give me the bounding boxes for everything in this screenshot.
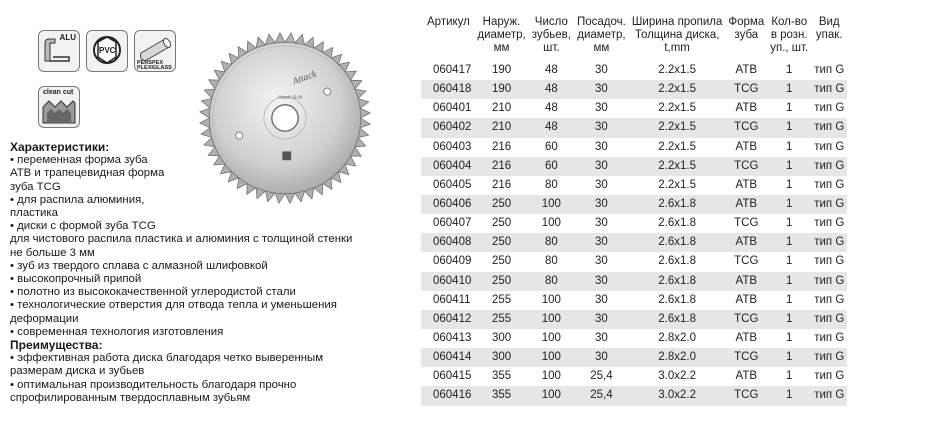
col-bore-diameter-cell: 30 — [574, 310, 629, 329]
col-pack-type-cell: тип G — [811, 118, 847, 137]
col-bore-diameter-cell: 30 — [595, 293, 608, 306]
col-pack-type-cell: тип G — [811, 157, 847, 176]
col-pack-type-cell: тип G — [814, 217, 845, 230]
col-kerf-width-cell: 2.2x1.5 — [658, 178, 696, 191]
col-outer-diameter-cell: 255 — [491, 293, 512, 306]
col-article-cell: 060411 — [433, 293, 471, 306]
header-line: t,mm — [664, 42, 690, 54]
characteristic-item-cont: зуба TCG — [10, 180, 61, 193]
col-outer-diameter-cell: 210 — [474, 118, 528, 137]
col-article-cell: 060401 — [433, 102, 472, 115]
col-tooth-form-cell: TCG — [725, 386, 767, 405]
col-outer-diameter-cell: 250 — [491, 255, 512, 268]
header-line: Вид — [818, 16, 840, 28]
col-retail-qty-cell: 1 — [767, 310, 811, 329]
col-teeth-count-cell: 80 — [544, 178, 558, 191]
col-teeth-count-cell: 48 — [529, 118, 574, 137]
col-tooth-form-header — [725, 16, 767, 61]
col-article-cell: 060414 — [421, 348, 474, 367]
col-tooth-form-cell: ATB — [735, 102, 758, 115]
col-pack-type-cell: тип G — [814, 140, 845, 153]
header-line: Толщина диска, — [634, 29, 720, 41]
blade-brand-text: Attack — [291, 68, 319, 88]
col-kerf-width-cell: 2.6x1.8 — [658, 293, 696, 306]
col-retail-qty-cell: 1 — [767, 118, 811, 137]
col-outer-diameter-cell: 250 — [474, 233, 528, 252]
header-line: Число — [534, 16, 568, 28]
col-outer-diameter-cell: 210 — [491, 102, 512, 115]
advantage-item-cont: размерам диска и зубьев — [10, 365, 145, 378]
col-kerf-width-cell: 2.6x1.8 — [629, 195, 726, 214]
header-line: зуба — [734, 29, 759, 41]
col-retail-qty-cell: 1 — [767, 348, 811, 367]
col-retail-qty-cell: 1 — [786, 293, 793, 306]
header-line: упак. — [815, 29, 843, 41]
col-outer-diameter-header — [474, 16, 528, 61]
col-pack-type-cell: тип G — [811, 80, 847, 99]
advantages-title: Преимущества: — [10, 338, 103, 353]
table-row — [421, 118, 847, 137]
table-row — [421, 252, 847, 271]
advantage-item: • оптимальная производительность благодаря прочно — [10, 379, 410, 392]
header-line: в розн. — [770, 29, 808, 41]
characteristic-item-cont: деформации — [10, 312, 79, 325]
col-pack-type-cell: тип G — [814, 178, 845, 191]
table-row — [421, 61, 847, 80]
col-kerf-width-cell: 3.0x2.2 — [629, 386, 726, 405]
col-outer-diameter-cell: 190 — [491, 64, 512, 77]
col-tooth-form-cell: ATB — [735, 178, 758, 191]
col-kerf-width-cell: 2.2x1.5 — [629, 157, 726, 176]
col-pack-type-cell: тип G — [811, 348, 847, 367]
header-line: диаметр, — [577, 29, 626, 41]
col-tooth-form-cell: ATB — [725, 233, 767, 252]
header-line: мм — [593, 42, 610, 54]
table-row — [421, 80, 847, 99]
col-outer-diameter-cell: 216 — [491, 140, 512, 153]
col-kerf-width-cell: 2.6x1.8 — [658, 217, 696, 230]
col-teeth-count-header — [529, 16, 574, 61]
col-kerf-width-cell: 3.0x2.2 — [658, 370, 696, 383]
col-outer-diameter-cell: 216 — [491, 178, 512, 191]
col-tooth-form-cell: ATB — [735, 370, 758, 383]
col-tooth-form-cell: ATB — [735, 140, 758, 153]
col-pack-type-cell: тип G — [814, 64, 845, 77]
col-bore-diameter-cell: 30 — [595, 178, 608, 191]
col-kerf-width-cell: 2.2x1.5 — [658, 64, 696, 77]
characteristic-item-cont: пластика — [10, 207, 58, 220]
col-kerf-width-cell: 2.6x1.8 — [629, 310, 726, 329]
col-article-cell: 060412 — [421, 310, 474, 329]
table-row — [421, 214, 847, 233]
col-bore-diameter-cell: 30 — [595, 255, 608, 268]
header-line: уп., шт. — [770, 42, 809, 54]
col-pack-type-cell: тип G — [811, 233, 847, 252]
characteristic-item-cont: не больше 3 мм — [10, 246, 95, 259]
col-teeth-count-cell: 60 — [544, 140, 558, 153]
col-tooth-form-cell: ATB — [735, 64, 758, 77]
col-teeth-count-cell: 100 — [529, 310, 574, 329]
col-retail-qty-cell: 1 — [767, 386, 811, 405]
col-pack-type-cell: тип G — [811, 386, 847, 405]
col-retail-qty-cell: 1 — [786, 217, 793, 230]
col-bore-diameter-cell: 25,4 — [590, 370, 613, 383]
pvc-icon — [86, 30, 128, 72]
col-retail-qty-cell: 1 — [767, 272, 811, 291]
col-teeth-count-cell: 80 — [529, 233, 574, 252]
col-bore-diameter-cell: 30 — [595, 102, 608, 115]
col-kerf-width-cell: 2.8x2.0 — [629, 348, 726, 367]
table-row — [421, 367, 847, 386]
table-row — [421, 157, 847, 176]
col-pack-type-cell: тип G — [811, 272, 847, 291]
col-bore-diameter-cell: 30 — [595, 64, 608, 77]
col-kerf-width-cell: 2.6x1.8 — [629, 272, 726, 291]
col-teeth-count-cell: 48 — [544, 64, 558, 77]
col-teeth-count-cell: 100 — [541, 293, 561, 306]
col-pack-type-header — [811, 16, 847, 61]
col-article-cell: 060404 — [421, 157, 474, 176]
col-tooth-form-cell: TCG — [725, 118, 767, 137]
col-outer-diameter-cell: 355 — [491, 370, 512, 383]
col-bore-diameter-cell: 30 — [595, 217, 608, 230]
characteristic-item: • высокопрочный припой — [10, 273, 410, 286]
alu-profile-icon — [38, 30, 80, 72]
col-tooth-form-cell: TCG — [725, 80, 767, 99]
col-retail-qty-cell: 1 — [786, 140, 793, 153]
col-bore-diameter-cell: 30 — [595, 140, 608, 153]
header-line: шт. — [543, 42, 560, 54]
col-bore-diameter-cell: 30 — [574, 195, 629, 214]
col-article-header — [421, 16, 474, 61]
col-outer-diameter-cell: 250 — [491, 217, 512, 230]
table-row — [421, 195, 847, 214]
characteristics-title: Характеристики: — [10, 140, 110, 154]
table-row — [421, 176, 847, 195]
col-article-cell: 060416 — [421, 386, 474, 405]
col-teeth-count-cell: 100 — [541, 332, 561, 345]
col-pack-type-cell: тип G — [814, 293, 845, 306]
col-kerf-width-cell: 2.6x1.8 — [658, 255, 696, 268]
header-line: зубьев, — [531, 29, 571, 41]
col-kerf-width-cell: 2.2x1.5 — [629, 118, 726, 137]
table-row — [421, 386, 847, 405]
col-article-cell: 060413 — [433, 332, 472, 345]
perspex-tube-icon — [134, 30, 176, 72]
col-teeth-count-cell: 100 — [529, 348, 574, 367]
col-bore-diameter-cell: 25,4 — [574, 386, 629, 405]
col-outer-diameter-cell: 250 — [474, 195, 528, 214]
characteristic-item-cont: АТВ и трапецевидная форма — [10, 167, 165, 180]
col-retail-qty-cell: 1 — [786, 255, 793, 268]
col-outer-diameter-cell: 216 — [474, 157, 528, 176]
col-bore-diameter-cell: 30 — [574, 80, 629, 99]
product-info-panel — [0, 0, 415, 422]
col-retail-qty-cell: 1 — [786, 332, 793, 345]
pvc-label: PVC — [99, 46, 116, 55]
col-article-cell: 060407 — [433, 217, 472, 230]
header-line: Наруж. — [482, 16, 521, 28]
col-teeth-count-cell: 48 — [544, 102, 558, 115]
col-teeth-count-cell: 100 — [541, 217, 561, 230]
col-tooth-form-cell: ATB — [735, 293, 758, 306]
advantage-item-cont: спрофилированным твердосплавным зубьям — [10, 391, 251, 404]
col-outer-diameter-cell: 250 — [474, 272, 528, 291]
table-row — [421, 291, 847, 310]
col-retail-qty-cell: 1 — [767, 157, 811, 176]
alu-label: ALU — [59, 33, 76, 42]
table-row — [421, 348, 847, 367]
col-outer-diameter-cell: 300 — [474, 348, 528, 367]
col-tooth-form-cell: TCG — [725, 348, 767, 367]
col-bore-diameter-cell: 30 — [574, 118, 629, 137]
header-line: диаметр, — [477, 29, 526, 41]
col-teeth-count-cell: 80 — [529, 272, 574, 291]
col-outer-diameter-cell: 255 — [474, 310, 528, 329]
col-retail-qty-cell: 1 — [767, 233, 811, 252]
description-text — [10, 141, 410, 405]
table-row — [421, 310, 847, 329]
header-line: Ширина пропила — [631, 16, 723, 28]
product-table — [421, 16, 847, 406]
header-line: Кол-во — [771, 16, 808, 28]
col-kerf-width-cell: 2.2x1.5 — [658, 102, 696, 115]
col-kerf-width-cell: 2.6x1.8 — [629, 233, 726, 252]
col-retail-qty-cell: 1 — [786, 64, 793, 77]
characteristic-item: • для распила алюминия, — [10, 194, 410, 207]
col-pack-type-cell: тип G — [814, 370, 845, 383]
advantage-item: • эффективная работа диска благодаря четко выверенным — [10, 352, 410, 365]
col-teeth-count-cell: 60 — [529, 157, 574, 176]
col-retail-qty-cell: 1 — [767, 80, 811, 99]
col-article-cell: 060415 — [433, 370, 472, 383]
table-row — [421, 329, 847, 348]
col-kerf-width-cell: 2.2x1.5 — [629, 80, 726, 99]
col-bore-diameter-cell: 30 — [595, 332, 608, 345]
blade-marking-text: Attack 10:18 — [277, 94, 303, 100]
col-pack-type-cell: тип G — [811, 195, 847, 214]
col-tooth-form-cell: TCG — [725, 157, 767, 176]
table-row — [421, 138, 847, 157]
col-kerf-width-cell: 2.8x2.0 — [658, 332, 696, 345]
col-retail-qty-cell: 1 — [786, 178, 793, 191]
characteristic-item: • зуб из твердого сплава с алмазной шлифовкой — [10, 260, 410, 273]
col-teeth-count-cell: 100 — [529, 195, 574, 214]
col-pack-type-cell: тип G — [814, 102, 845, 115]
col-article-cell: 060402 — [421, 118, 474, 137]
perspex-label: PERSPEX PLEXIGLASS — [137, 60, 172, 71]
col-pack-type-cell: тип G — [814, 255, 845, 268]
col-bore-diameter-cell: 30 — [574, 157, 629, 176]
col-retail-qty-cell: 1 — [767, 195, 811, 214]
table-body — [421, 61, 847, 406]
col-article-cell: 060403 — [433, 140, 472, 153]
header-line: Посадоч. — [577, 16, 626, 28]
col-article-cell: 060405 — [433, 178, 472, 191]
col-outer-diameter-cell: 355 — [474, 386, 528, 405]
col-bore-diameter-cell: 30 — [574, 233, 629, 252]
col-teeth-count-cell: 80 — [544, 255, 558, 268]
header-line: Форма — [728, 16, 765, 28]
col-teeth-count-cell: 100 — [529, 386, 574, 405]
col-retail-qty-cell: 1 — [786, 370, 793, 383]
header-line: Артикул — [427, 16, 470, 28]
col-article-cell: 060418 — [421, 80, 474, 99]
col-article-cell: 060409 — [433, 255, 472, 268]
col-teeth-count-cell: 48 — [529, 80, 574, 99]
table-row — [421, 99, 847, 118]
table-row — [421, 233, 847, 252]
col-retail-qty-cell: 1 — [786, 102, 793, 115]
characteristic-item: • полотно из высококачественной углеродистой стали — [10, 286, 410, 299]
col-outer-diameter-cell: 190 — [474, 80, 528, 99]
col-kerf-width-cell: 2.2x1.5 — [658, 140, 696, 153]
col-tooth-form-cell: TCG — [734, 217, 759, 230]
table-row — [421, 272, 847, 291]
characteristic-item-cont: для чистового распила пластика и алюминия с толщиной стенки — [10, 233, 353, 246]
header-line: мм — [493, 42, 510, 54]
col-kerf-width-header — [629, 16, 726, 61]
col-tooth-form-cell: ATB — [735, 332, 758, 345]
col-pack-type-cell: тип G — [811, 310, 847, 329]
table-header-row — [421, 16, 847, 61]
characteristic-item: • современная технология изготовления — [10, 326, 410, 339]
col-bore-diameter-cell: 30 — [574, 348, 629, 367]
clean-cut-label: clean cut — [43, 89, 74, 96]
col-tooth-form-cell: TCG — [734, 255, 759, 268]
characteristic-item: • диски с формой зуба TCG — [10, 220, 410, 233]
col-article-cell: 060410 — [421, 272, 474, 291]
col-tooth-form-cell: TCG — [725, 310, 767, 329]
col-article-cell: 060417 — [433, 64, 472, 77]
col-retail-qty-header — [767, 16, 811, 61]
col-bore-diameter-cell: 30 — [574, 272, 629, 291]
col-article-cell: 060408 — [421, 233, 474, 252]
clean-cut-icon — [38, 86, 80, 128]
characteristic-item: • переменная форма зуба — [10, 154, 410, 167]
characteristic-item: • технологические отверстия для отвода тепла и уменьшения — [10, 299, 410, 312]
col-outer-diameter-cell: 300 — [491, 332, 512, 345]
col-bore-diameter-header — [574, 16, 629, 61]
col-teeth-count-cell: 100 — [541, 370, 561, 383]
col-tooth-form-cell: ATB — [725, 272, 767, 291]
col-pack-type-cell: тип G — [814, 332, 845, 345]
col-tooth-form-cell: ATB — [725, 195, 767, 214]
col-article-cell: 060406 — [421, 195, 474, 214]
